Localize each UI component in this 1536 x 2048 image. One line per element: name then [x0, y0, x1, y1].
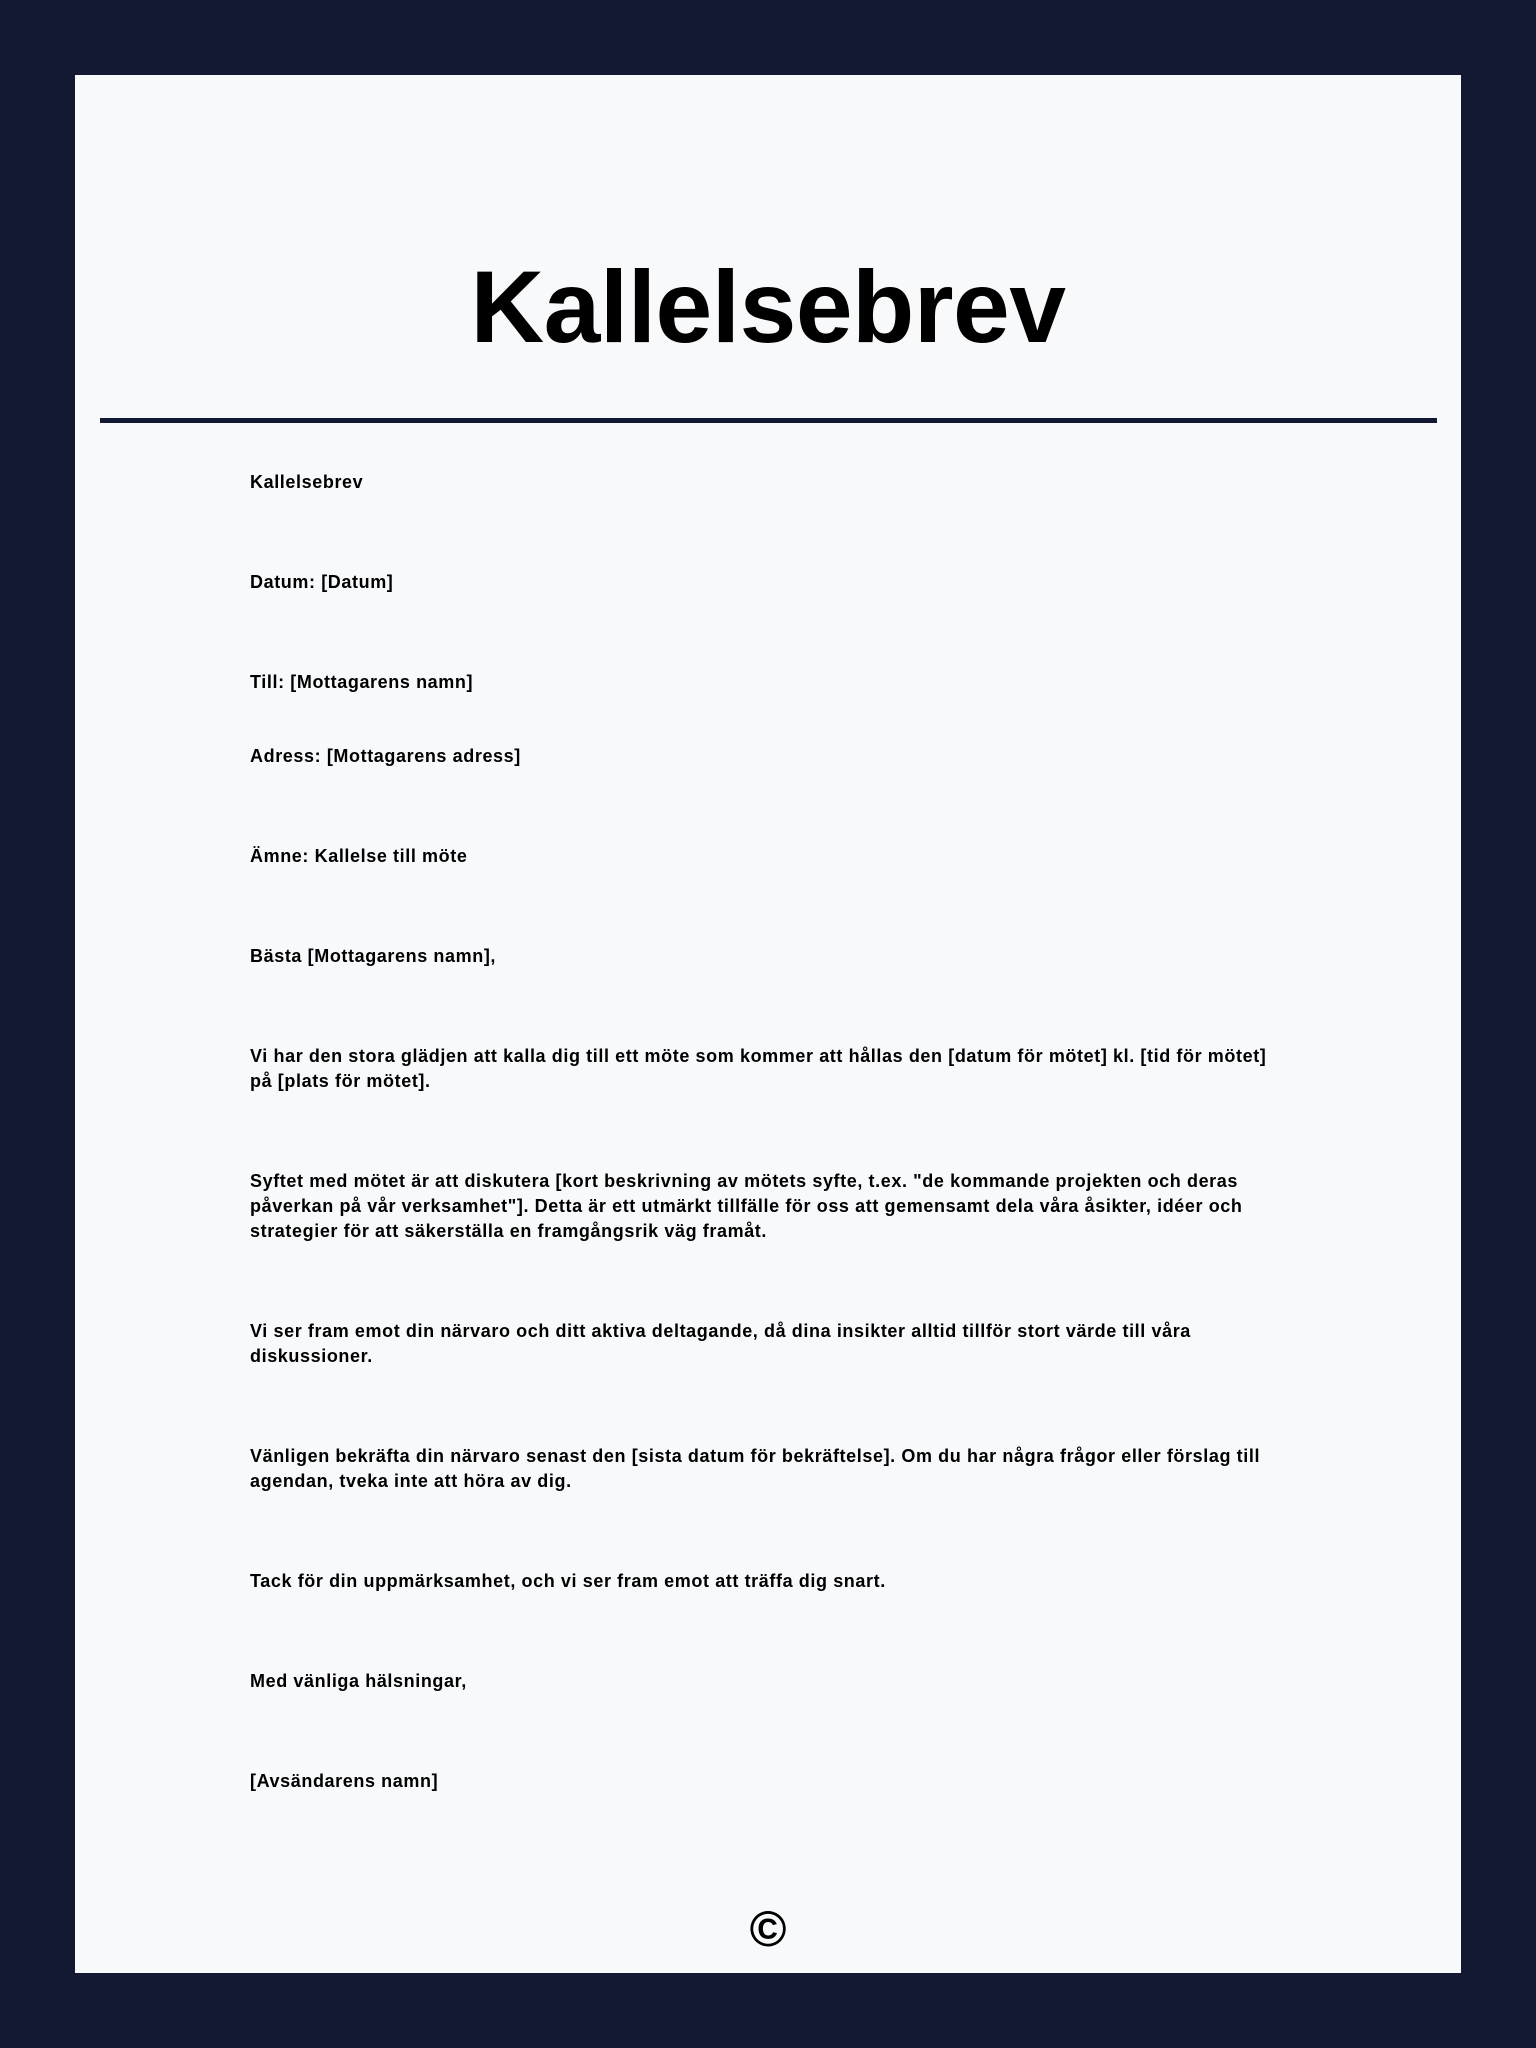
title-divider — [100, 418, 1437, 423]
copyright-icon: © — [749, 1901, 787, 1957]
page-title: Kallelsebrev — [470, 250, 1066, 364]
address-line: Adress: [Mottagarens adress] — [250, 746, 521, 766]
subject-line: Ämne: Kallelse till möte — [250, 846, 468, 866]
document-page — [75, 75, 1461, 1973]
paragraph-purpose: Syftet med mötet är att diskutera [kort beskrivning av mötets syfte, t.ex. "de kommande projekten och deras påverkan på vår verksamhet"]. Detta är ett utmärkt tillfälle för oss att gemensamt dela våra åsikter, idéer och strategier för att säkerställa en framgångsrik väg framåt. — [250, 1171, 1243, 1241]
letter-heading: Kallelsebrev — [250, 472, 364, 492]
closing: Med vänliga hälsningar, — [250, 1671, 467, 1691]
paragraph-invitation: Vi har den stora glädjen att kalla dig till ett möte som kommer att hållas den [datum för mötet] kl. [tid för mötet] på [plats för mötet]. — [250, 1046, 1267, 1091]
greeting: Bästa [Mottagarens namn], — [250, 946, 497, 966]
signature: [Avsändarens namn] — [250, 1771, 439, 1791]
paragraph-confirm: Vänligen bekräfta din närvaro senast den [sista datum för bekräftelse]. Om du har några frågor eller förslag till agendan, tveka inte att höra av dig. — [250, 1446, 1261, 1491]
paragraph-thanks: Tack för din uppmärksamhet, och vi ser fram emot att träffa dig snart. — [250, 1571, 886, 1591]
date-line: Datum: [Datum] — [250, 572, 394, 592]
letter-body — [250, 470, 1286, 1869]
paragraph-attendance: Vi ser fram emot din närvaro och ditt aktiva deltagande, då dina insikter alltid tillför stort värde till våra diskussioner. — [250, 1321, 1191, 1366]
recipient-line: Till: [Mottagarens namn] — [250, 672, 474, 692]
